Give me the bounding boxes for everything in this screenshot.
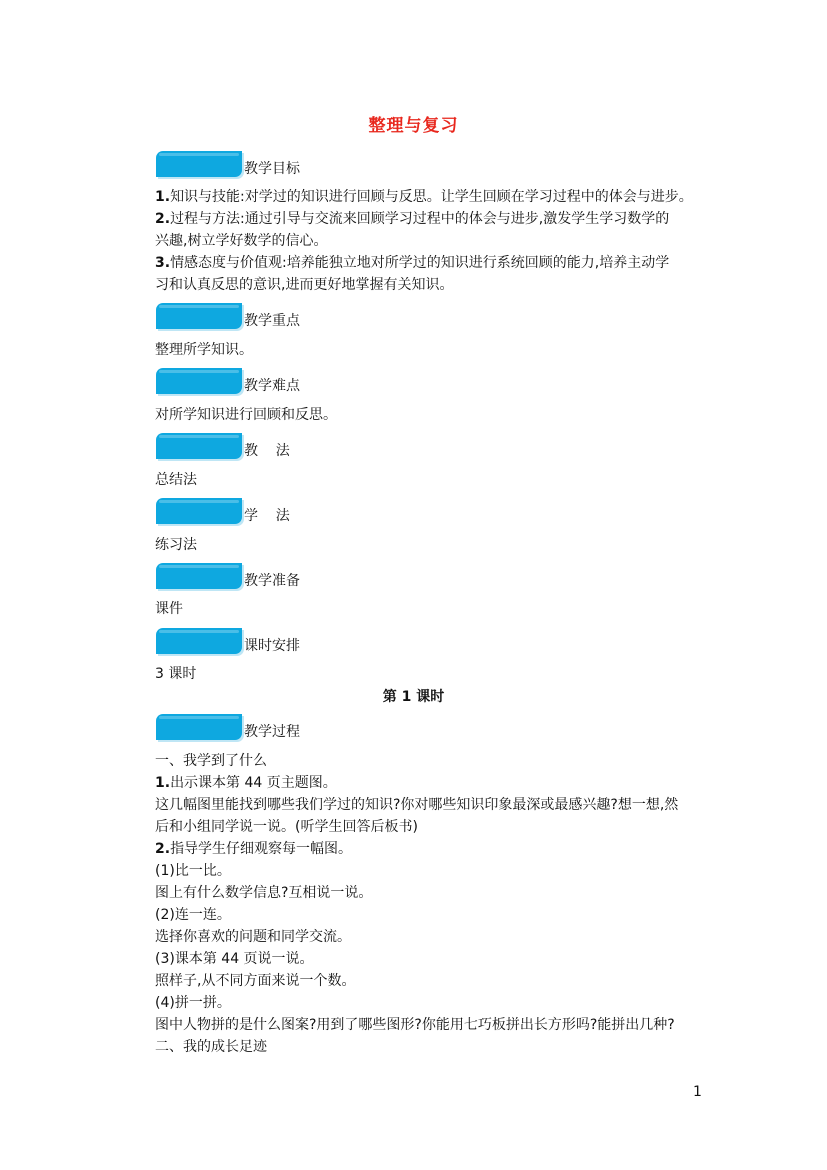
section-label: 课时安排 — [244, 638, 300, 654]
teaching-method-text: 总结法 — [155, 472, 197, 488]
section-header-preparation — [156, 562, 300, 590]
process-line: 二、我的成长足迹 — [155, 1039, 267, 1055]
goal-line-3: 3.情感态度与价值观:培养能独立地对所学过的知识进行系统回顾的能力,培养主动学 — [155, 255, 670, 271]
section-label: 教学目标 — [244, 161, 300, 177]
section-tag-decoration — [156, 433, 242, 459]
goal-line-2: 2.过程与方法:通过引导与交流来回顾学习过程中的体会与进步,激发学生学习数学的 — [155, 211, 670, 227]
section-label: 教学准备 — [244, 573, 300, 589]
section-header-difficult — [156, 367, 300, 395]
page-number: 1 — [693, 1084, 702, 1100]
process-line: (2)连一连。 — [155, 907, 231, 923]
document-title: 整理与复习 — [368, 116, 459, 136]
lesson-heading: 第 1 课时 — [382, 689, 445, 705]
section-label: 学 法 — [244, 508, 290, 524]
goal-line-3-cont: 习和认真反思的意识,进而更好地掌握有关知识。 — [155, 277, 454, 293]
section-header-schedule — [156, 627, 300, 655]
section-header-learning-method — [156, 497, 290, 525]
process-line: 图上有什么数学信息?互相说一说。 — [155, 885, 373, 901]
section-tag-decoration — [156, 151, 242, 177]
section-tag-decoration — [156, 368, 242, 394]
key-text: 整理所学知识。 — [155, 342, 253, 358]
process-line: 这几幅图里能找到哪些我们学过的知识?你对哪些知识印象最深或最感兴趣?想一想,然 — [155, 797, 679, 813]
goal-line-1: 1.知识与技能:对学过的知识进行回顾与反思。让学生回顾在学习过程中的体会与进步。 — [155, 189, 693, 205]
section-header-teaching-method — [156, 432, 290, 460]
process-line: 后和小组同学说一说。(听学生回答后板书) — [155, 819, 418, 835]
process-line: 图中人物拼的是什么图案?用到了哪些图形?你能用七巧板拼出长方形吗?能拼出几种? — [155, 1017, 675, 1033]
process-line: 2.指导学生仔细观察每一幅图。 — [155, 841, 353, 857]
process-line: (4)拼一拼。 — [155, 995, 231, 1011]
learning-method-text: 练习法 — [155, 537, 197, 553]
section-header-goals — [156, 150, 300, 178]
preparation-text: 课件 — [155, 601, 183, 617]
schedule-text: 3 课时 — [155, 666, 197, 682]
process-line: 选择你喜欢的问题和同学交流。 — [155, 929, 351, 945]
goal-line-2-cont: 兴趣,树立学好数学的信心。 — [155, 233, 328, 249]
process-line: 照样子,从不同方面来说一个数。 — [155, 973, 356, 989]
section-label: 教 法 — [244, 443, 290, 459]
section-tag-decoration — [156, 498, 242, 524]
section-label: 教学重点 — [244, 313, 300, 329]
process-line: (1)比一比。 — [155, 863, 231, 879]
process-line: 1.出示课本第 44 页主题图。 — [155, 775, 337, 791]
section-label: 教学难点 — [244, 378, 300, 394]
section-tag-decoration — [156, 303, 242, 329]
process-line: 一、我学到了什么 — [155, 753, 267, 769]
section-tag-decoration — [156, 714, 242, 740]
section-tag-decoration — [156, 563, 242, 589]
section-header-process — [156, 713, 300, 741]
difficult-text: 对所学知识进行回顾和反思。 — [155, 407, 337, 423]
section-header-key — [156, 302, 300, 330]
process-line: (3)课本第 44 页说一说。 — [155, 951, 314, 967]
section-tag-decoration — [156, 628, 242, 654]
section-label: 教学过程 — [244, 724, 300, 740]
